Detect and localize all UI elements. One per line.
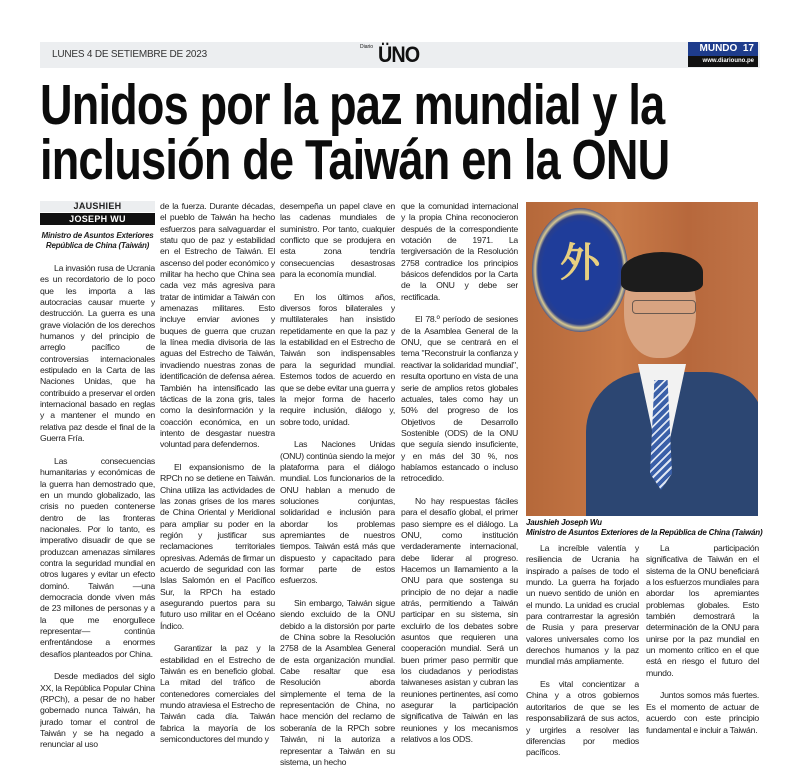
paragraph: La invasión rusa de Ucrania es un recordatorio de lo poco que les importa a las autocracias causar muerte y destrucción. La guerra es una grave violación de los derechos humanos y del principio de arreglo pacífico de controversias internacionales estipulado en la Carta de las Naciones Unidas, que ha contribuido a preservar el orden internacional basado en reglas y a mantener el mundo en relativa paz desde el final de la Guerra Fría. — [40, 263, 155, 444]
paragraph: Sin embargo, Taiwán sigue siendo excluido de la ONU debido a la distorsión por parte de China sobre la Resolución 2758 de la Asamblea General de esta organización mundial. Cabe resaltar que esa Resolución aborda simplemente el tema de la representación de China, no hace mención del reclamo de soberanía de la RPCh sobre Taiwán, ni la autoriza a representar a Taiwán en su sistema, un hecho — [280, 598, 395, 766]
paragraph: La increíble valentía y resiliencia de Ucrania ha inspirado a países de todo el mundo. La guerra ha forjado un nuevo sentido de unión en el mundo. La unidad es crucial para contrarrestar la agresión de Rusia y para preservar valores universales como los derechos humanos y la paz mundial más ampliamente. — [526, 543, 639, 667]
section-label — [688, 42, 758, 56]
caption-name: Jaushieh Joseph Wu — [526, 518, 602, 527]
section-name: MUNDO — [699, 43, 738, 54]
article-column-5 — [526, 543, 639, 768]
ministry-seal-icon: 外 — [532, 208, 628, 332]
author-name: JOSEPH WU — [40, 213, 155, 225]
paragraph: Juntos somos más fuertes. Es el momento de actuar de acuerdo con este principio fundamental e incluir a Taiwán. — [646, 690, 759, 735]
paragraph: Las Naciones Unidas (ONU) continúa siendo la mejor plataforma para el diálogo mundial. Los funcionarios de la ONU hablan a menudo de soluciones conjuntas, solidaridad e inclusión para abordar los problemas apremiantes de nuestros tiempos. Taiwán está más que dispuesto y capacitado para formar parte de estos esfuerzos. — [280, 439, 395, 586]
website-link: www.diariouno.pe — [688, 56, 758, 67]
photo-hair — [621, 252, 703, 292]
paragraph: No hay respuestas fáciles para el desafío global, el primer paso siempre es el diálogo. La ONU, como institución verdaderamente internacional, debe liderar al progreso. Hacemos un llamamiento a la ONU para que sostenga su principio de no dejar a nadie atrás, permitiendo a Taiwán participar en su sistema, sin excluirlo de los debates sobre asuntos que requieren una cooperación mundial. Será un buen primer paso permitir que los ciudadanos y periodistas taiwaneses asistan y cubran las reuniones pertinentes, así como asegurar la participación significativa de Taiwán en las reuniones y los mecanismos relativos a los ODS. — [401, 495, 518, 745]
article-column-3 — [280, 201, 395, 766]
paragraph: La participación significativa de Taiwán en el sistema de la ONU beneficiará a los esfuerzos mundiales para abordar los apremiantes problemas globales. Esto también demostrará la determinación de la ONU para unirse por la paz mundial en un momento crítico en el que está en riesgo el futuro del mundo. — [646, 543, 759, 678]
author-role-line-2: República de China (Taiwán) — [45, 241, 150, 250]
article-column-6 — [646, 543, 759, 768]
logo-prefix: Diario — [360, 44, 374, 50]
page-header-bar — [40, 42, 760, 68]
issue-date: LUNES 4 DE SETIEMBRE DE 2023 — [52, 49, 208, 60]
headline-line-2: inclusión de Taiwán en la ONU — [40, 128, 670, 192]
paragraph: Las consecuencias humanitarias y económicas de la guerra han demostrado que, en un mundo globalizado, las crisis no pueden contenerse dentro de las fronteras nacionales. Por lo tanto, es imperativo disuadir de que se produzcan amenazas similares contra la seguridad mundial en otros lugares y evitar un efecto dominó. Taiwán —una democracia donde viven más de 23 millones de personas y a la que me enorgullece representar— continúa enfrentándose a enormes desafíos planteados por China. — [40, 455, 155, 659]
article-column-1 — [40, 201, 155, 766]
author-role-line-1: Ministro de Asuntos Exteriores — [41, 231, 154, 240]
article-column-4 — [401, 201, 518, 766]
photo-caption — [526, 518, 766, 537]
photo-glasses — [632, 300, 696, 314]
caption-role: Ministro de Asuntos Exteriores de la República de China (Taiwán) — [526, 527, 763, 537]
headline — [40, 73, 670, 192]
page-number: 17 — [742, 43, 754, 54]
headline-line-1: Unidos por la paz mundial y la — [40, 73, 665, 137]
paragraph: El 78.º período de sesiones de la Asamblea General de la ONU, que se centrará en el tema "Reconstruir la confianza y reactivar la solidaridad mundial", resulta oportuno en vista de una serie de amplios retos globales actuales, tales como hay un 50% del progreso de los Objetivos de Desarrollo Sostenible (ODS) de la ONU que seguía siendo insuficiente, y en más del 30 %, nos habíamos estancado o incluso retrocedido. — [401, 314, 518, 484]
newspaper-logo: ÜNO — [378, 42, 420, 67]
author-first-name: JAUSHIEH — [40, 201, 155, 212]
paragraph: El expansionismo de la RPCh no se detiene en Taiwán. China utiliza las actividades de las zonas grises de los mares de China Oriental y Meridional para ampliar su poder en la región y justificar sus reclamaciones territoriales opresivas. Además de firmar un acuerdo de seguridad con las Islas Salomón en el Pacífico Sur, la RPCh ha estado asegurando puertos para su futuro uso militar en el Océano Índico. — [160, 461, 275, 631]
paragraph: En los últimos años, diversos foros bilaterales y multilaterales han insistido repetidamente en que la paz y la estabilidad en el Estrecho de Taiwán son indispensables para la seguridad mundial. Estemos todos de acuerdo en que se debe evitar una guerra y la mejor forma de hacerlo require inclusión, diálogo y, sobre todo, unidad. — [280, 291, 395, 427]
author-photo — [526, 202, 758, 516]
paragraph: desempeña un papel clave en las cadenas mundiales de suministro. Por tanto, cualquier conflicto que se produjera en esta zona tendría consecuencias desastrosas para la economía mundial. — [280, 201, 395, 280]
article-column-2 — [160, 201, 275, 766]
paragraph: Desde mediados del siglo XX, la República Popular China (RPCh), a pesar de no haber gobernado nunca Taiwán, ha jurado tomar el control de Taiwán y se ha negado a renunciar al uso — [40, 671, 155, 750]
paragraph: que la comunidad internacional y la propia China reconocieron después de la correspondiente votación de 1971. La tergiversación de la Resolución 2758 contradice los principios básicos defendidos por la Carta de la ONU y debe ser rectificada. — [401, 201, 518, 302]
paragraph: de la fuerza. Durante décadas, el pueblo de Taiwán ha hecho esfuerzos para salvaguardar el statu quo de paz y estabilidad en el Estrecho de Taiwán. El ascenso del poder económico y militar ha hecho que China sea cada vez más agresiva para tratar de intimidar a Taiwán con amenazas militares. Esto incluye enviar aviones y buques de guerra que cruzan la línea media divisoria de las aguas del Estrecho de Taiwán, invadiendo nuestras zonas de identificación de defensa aérea. También ha intensificado las tácticas de la zona gris, tales como la desinformación y la coacción económica, en un intento de desgastar nuestra voluntad para defendernos. — [160, 201, 275, 450]
paragraph: Garantizar la paz y la estabilidad en el Estrecho de Taiwán es en beneficio global. La mitad del tráfico de contenedores comerciales del mundo atraviesa el Estrecho de Taiwán cada día. Taiwán fabrica la mayoría de los semiconductores del mundo y — [160, 643, 275, 745]
paragraph: Es vital concientizar a China y a otros gobiernos autoritarios de que se les responsabilizará de sus actos, y urgirles a resolver las diferencias por medios pacíficos. — [526, 679, 639, 758]
author-role — [40, 231, 155, 251]
